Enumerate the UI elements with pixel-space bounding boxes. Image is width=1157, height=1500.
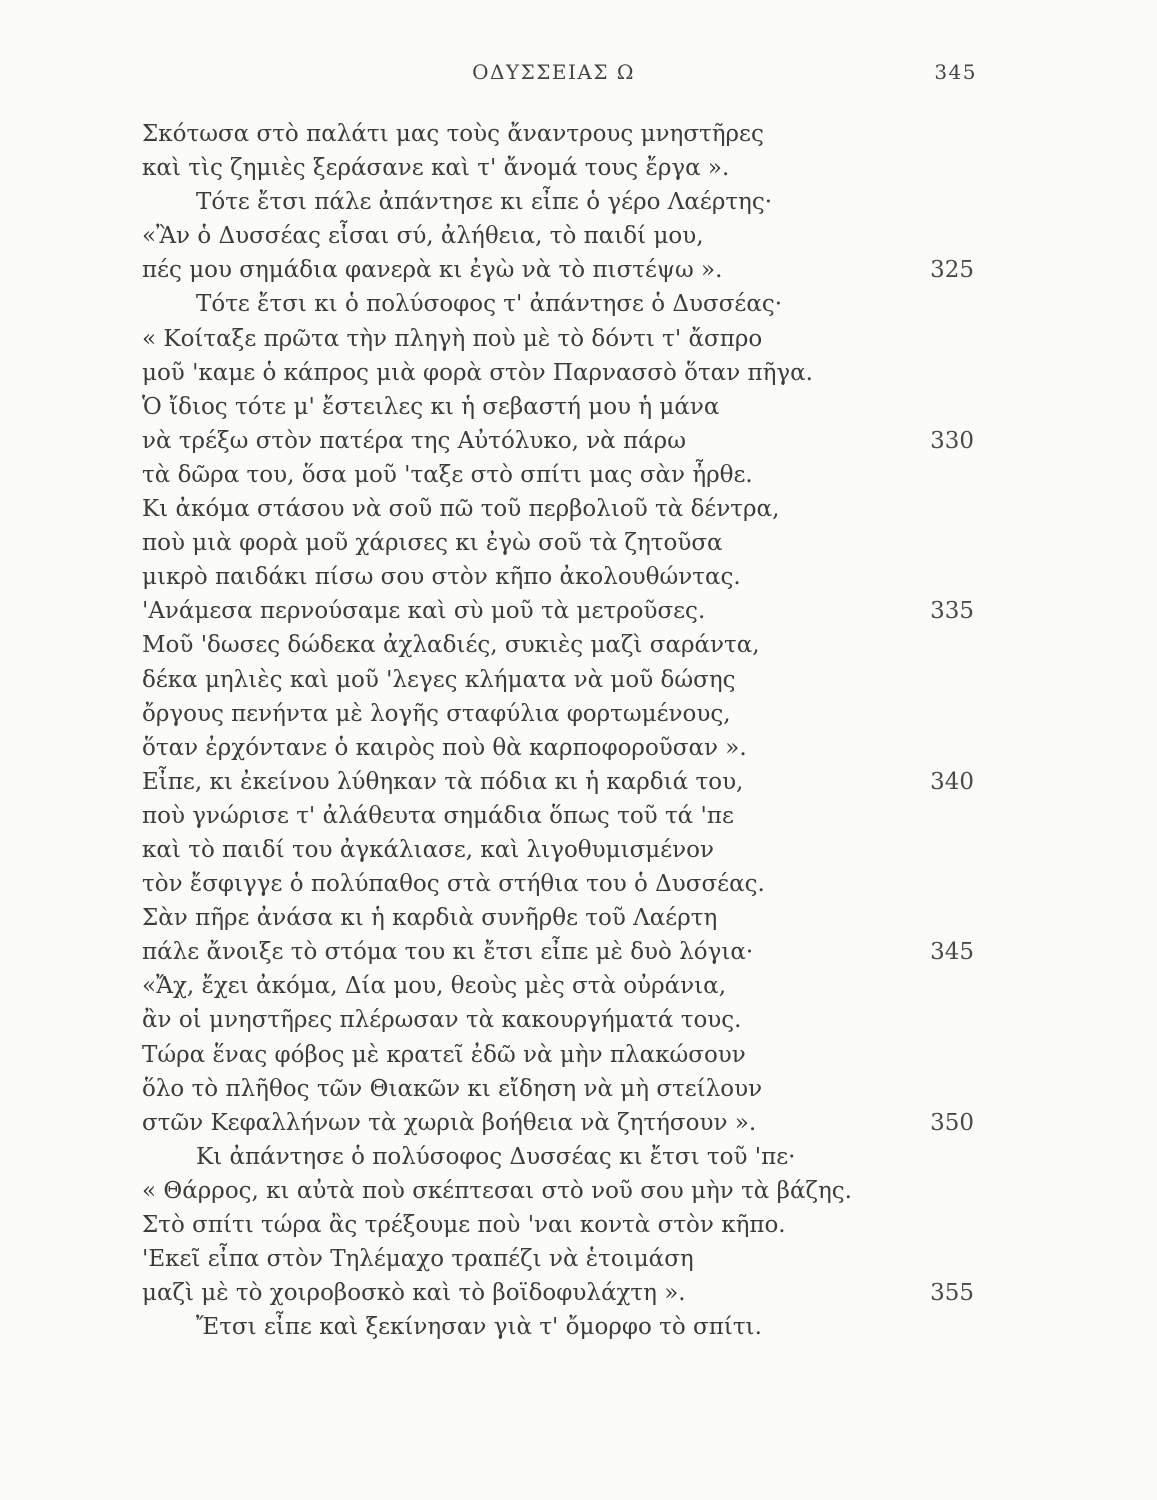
line-number: 350 — [930, 1109, 974, 1136]
verse-line — [0, 969, 1157, 1003]
verse-text: μαζὶ μὲ τὸ χοιροβοσκὸ καὶ τὸ βοϊδοφυλάχτη ». — [142, 1280, 686, 1307]
verse-text: Σκότωσα στὸ παλάτι μας τοὺς ἄναντρους μνηστῆρες — [142, 121, 764, 147]
verse-text: Μοῦ 'δωσες δώδεκα ἀχλαδιές, συκιὲς μαζὶ σαράντα, — [142, 632, 760, 659]
verse-text: « Θάρρος, κι αὐτὰ ποὺ σκέπτεσαι στὸ νοῦ σου μὴν τὰ βάζης. — [142, 1177, 852, 1204]
running-title: ΟΔΥΣΣΕΙΑΣ Ω — [472, 60, 635, 84]
verse-text: ὅταν ἐρχόντανε ὁ καιρὸς ποὺ θὰ καρποφοροῦσαν ». — [142, 734, 747, 761]
verse-text: νὰ τρέξω στὸν πατέρα της Αὐτόλυκο, νὰ πάρω — [142, 427, 686, 454]
verse-line — [0, 1310, 1157, 1344]
verse-line — [0, 117, 1157, 151]
verse-line — [0, 663, 1157, 697]
verse-text: Κι ἀκόμα στάσου νὰ σοῦ πῶ τοῦ περβολιοῦ τὰ δέντρα, — [142, 496, 780, 523]
verse-line — [0, 1140, 1157, 1174]
verse-line — [0, 1106, 1157, 1140]
line-number: 355 — [930, 1280, 974, 1307]
verse-line — [0, 594, 1157, 628]
verse-text: ὅλο τὸ πλῆθος τῶν Θιακῶν κι εἴδηση νὰ μὴ στείλουν — [142, 1075, 763, 1102]
verse-text: ποὺ γνώρισε τ' ἀλάθευτα σημάδια ὅπως τοῦ τά 'πε — [142, 802, 734, 829]
verse-text: μικρὸ παιδάκι πίσω σου στὸν κῆπο ἀκολουθώντας. — [142, 564, 741, 591]
verse-text: πάλε ἄνοιξε τὸ στόμα του κι ἔτσι εἶπε μὲ δυὸ λόγια· — [142, 939, 754, 966]
verse-line — [0, 1072, 1157, 1106]
verse-text: «Ἄχ, ἔχει ἀκόμα, Δία μου, θεοὺς μὲς στὰ οὐράνια, — [142, 973, 727, 1000]
verse-line — [0, 287, 1157, 321]
verse-text: Ὁ ἴδιος τότε μ' ἔστειλες κι ἡ σεβαστή μου ἡ μάνα — [142, 393, 720, 420]
verse-text: δέκα μηλιὲς καὶ μοῦ 'λεγες κλήματα νὰ μοῦ δώσης — [142, 666, 736, 693]
verse-text: 'Ανάμεσα περνούσαμε καὶ σὺ μοῦ τὰ μετροῦσες. — [142, 598, 706, 625]
verse-text: «Ἂν ὁ Δυσσέας εἶσαι σύ, ἀλήθεια, τὸ παιδί μου, — [142, 223, 704, 250]
verse-line — [0, 833, 1157, 867]
verse-line — [0, 390, 1157, 424]
line-number: 335 — [930, 598, 974, 625]
line-number: 330 — [930, 427, 974, 454]
verse-text: ἂν οἱ μνηστῆρες πλέρωσαν τὰ κακουργήματά τους. — [142, 1007, 742, 1034]
verse-text: στῶν Κεφαλλήνων τὰ χωριὰ βοήθεια νὰ ζητήσουν ». — [142, 1109, 757, 1136]
verse-line — [0, 526, 1157, 560]
verse-line — [0, 1038, 1157, 1072]
verse-line — [0, 1174, 1157, 1208]
page-number: 345 — [934, 60, 977, 84]
verse-line — [0, 731, 1157, 765]
verse-line — [0, 1276, 1157, 1310]
verse-text: καὶ τὸ παιδί του ἀγκάλιασε, καὶ λιγοθυμισμένον — [142, 836, 714, 863]
verse-line — [0, 322, 1157, 356]
verse-line — [0, 151, 1157, 185]
verse-text: Τώρα ἕνας φόβος μὲ κρατεῖ ἐδῶ νὰ μὴν πλακώσουν — [142, 1041, 746, 1068]
line-number: 325 — [930, 257, 974, 284]
verse-line — [0, 697, 1157, 731]
verse-line — [0, 1208, 1157, 1242]
verse-line — [0, 935, 1157, 969]
line-number: 345 — [930, 939, 974, 966]
verse-text: Τότε ἔτσι κι ὁ πολύσοφος τ' ἀπάντησε ὁ Δυσσέας· — [196, 291, 783, 318]
verse-text: ὄργους πενήντα μὲ λογῆς σταφύλια φορτωμένους, — [142, 700, 731, 727]
verse-text: Κι ἀπάντησε ὁ πολύσοφος Δυσσέας κι ἔτσι τοῦ 'πε· — [196, 1143, 796, 1170]
verse-line — [0, 1003, 1157, 1037]
verse-text: πές μου σημάδια φανερὰ κι ἐγὼ νὰ τὸ πιστέψω ». — [142, 257, 723, 284]
verse-line — [0, 458, 1157, 492]
verse-block — [0, 117, 1157, 1344]
verse-line — [0, 799, 1157, 833]
verse-line — [0, 185, 1157, 219]
verse-line — [0, 219, 1157, 253]
verse-text: καὶ τὶς ζημιὲς ξεράσανε καὶ τ' ἄνομά τους ἔργα ». — [142, 155, 730, 182]
verse-line — [0, 492, 1157, 526]
verse-line — [0, 253, 1157, 287]
line-number: 340 — [930, 768, 974, 795]
verse-line — [0, 867, 1157, 901]
verse-text: ποὺ μιὰ φορὰ μοῦ χάρισες κι ἐγὼ σοῦ τὰ ζητοῦσα — [142, 530, 723, 557]
verse-text: Στὸ σπίτι τώρα ἂς τρέξουμε ποὺ 'ναι κοντὰ στὸν κῆπο. — [142, 1212, 786, 1238]
verse-line — [0, 560, 1157, 594]
verse-text: τὸν ἔσφιγγε ὁ πολύπαθος στὰ στήθια του ὁ Δυσσέας. — [142, 871, 765, 898]
verse-line — [0, 1242, 1157, 1276]
page-header — [0, 60, 1157, 92]
verse-text: 'Εκεῖ εἶπα στὸν Τηλέμαχο τραπέζι νὰ ἑτοιμάση — [142, 1246, 694, 1273]
verse-text: Σὰν πῆρε ἀνάσα κι ἡ καρδιὰ συνῆρθε τοῦ Λαέρτη — [142, 905, 718, 932]
verse-text: Ἔτσι εἶπε καὶ ξεκίνησαν γιὰ τ' ὄμορφο τὸ σπίτι. — [196, 1314, 762, 1341]
verse-line — [0, 424, 1157, 458]
verse-line — [0, 356, 1157, 390]
verse-text: « Κοίταξε πρῶτα τὴν πληγὴ ποὺ μὲ τὸ δόντι τ' ἄσπρο — [142, 325, 763, 352]
verse-text: μοῦ 'καμε ὁ κάπρος μιὰ φορὰ στὸν Παρνασσὸ ὅταν πῆγα. — [142, 359, 813, 386]
verse-line — [0, 901, 1157, 935]
verse-text: Τότε ἔτσι πάλε ἀπάντησε κι εἶπε ὁ γέρο Λαέρτης· — [196, 189, 773, 216]
verse-text: Εἶπε, κι ἐκείνου λύθηκαν τὰ πόδια κι ἡ καρδιά του, — [142, 768, 744, 795]
verse-text: τὰ δῶρα του, ὅσα μοῦ 'ταξε στὸ σπίτι μας σὰν ἦρθε. — [142, 461, 753, 488]
verse-line — [0, 628, 1157, 662]
verse-line — [0, 765, 1157, 799]
